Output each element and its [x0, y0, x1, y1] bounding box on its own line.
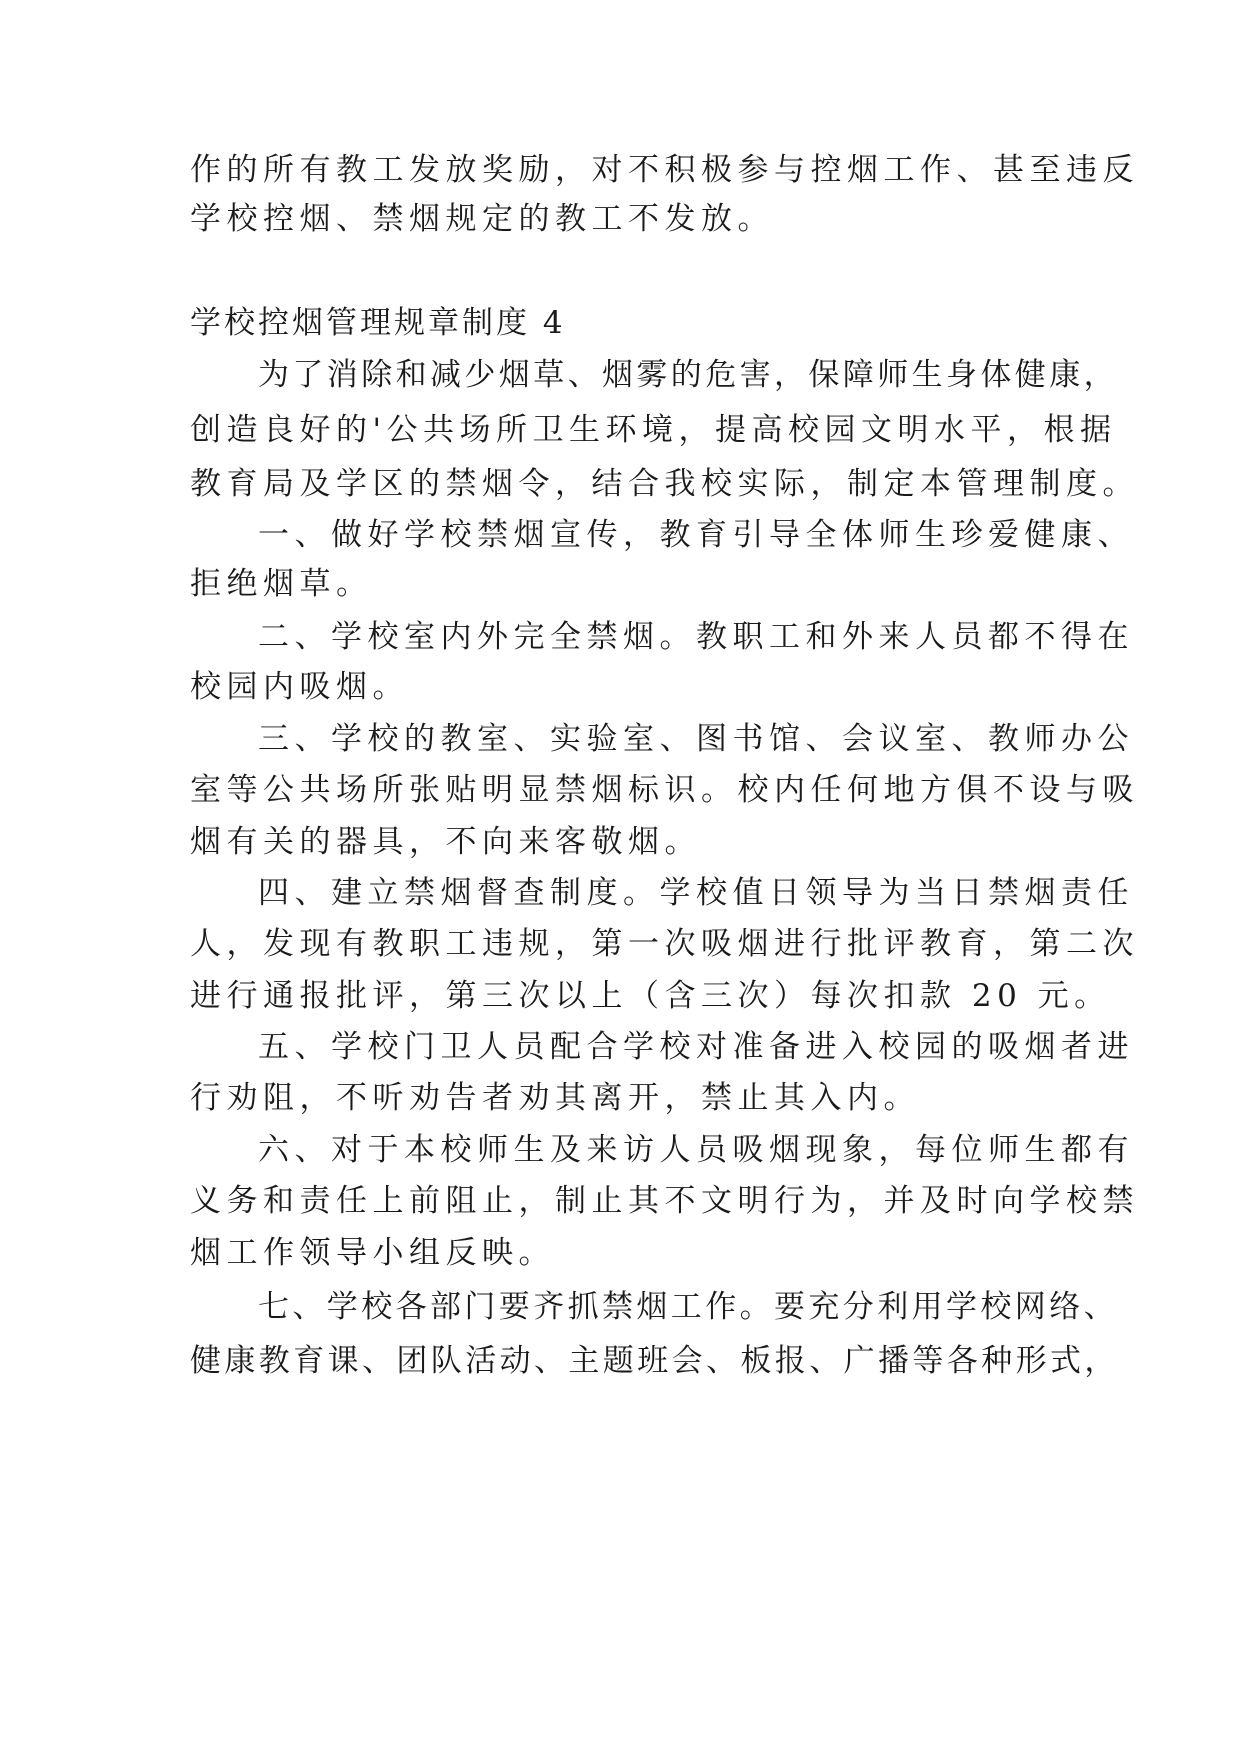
- rule-4-line-2: 人，发现有教职工违规，第一次吸烟进行批评教育，第二次: [190, 926, 1139, 962]
- carryover-line-1: 作的所有教工发放奖励，对不积极参与控烟工作、甚至违反: [190, 152, 1139, 188]
- rule-2-line-1: 二、学校室内外完全禁烟。教职工和外来人员都不得在: [258, 619, 1134, 655]
- rule-3-line-1: 三、学校的教室、实验室、图书馆、会议室、教师办公: [258, 721, 1134, 757]
- rule-1-line-2: 拒绝烟草。: [190, 566, 373, 602]
- carryover-line-2: 学校控烟、禁烟规定的教工不发放。: [190, 201, 774, 237]
- rule-7-line-2: 健康教育课、团队活动、主题班会、板报、广播等各种形式，: [190, 1343, 1119, 1379]
- rule-6-line-3: 烟工作领导小组反映。: [190, 1235, 555, 1271]
- rule-6-line-1: 六、对于本校师生及来访人员吸烟现象，每位师生都有: [258, 1132, 1134, 1168]
- rule-2-line-2: 校园内吸烟。: [190, 669, 409, 705]
- rule-4-line-3: 进行通报批评，第三次以上（含三次）每次扣款 20 元。: [190, 978, 1111, 1014]
- rule-7-line-1: 七、学校各部门要齐抓禁烟工作。要充分利用学校网络、: [258, 1289, 1118, 1325]
- rule-4-line-1: 四、建立禁烟督查制度。学校值日领导为当日禁烟责任: [258, 875, 1134, 911]
- rule-6-line-2: 义务和责任上前阻止，制止其不文明行为，并及时向学校禁: [190, 1183, 1139, 1219]
- rule-5-line-1: 五、学校门卫人员配合学校对准备进入校园的吸烟者进: [258, 1029, 1134, 1065]
- rule-3-line-2: 室等公共场所张贴明显禁烟标识。校内任何地方俱不设与吸: [190, 772, 1139, 808]
- section-title: 学校控烟管理规章制度 4: [190, 305, 566, 341]
- intro-line-1: 为了消除和减少烟草、烟雾的危害，保障师生身体健康，: [258, 357, 1118, 393]
- rule-1-line-1: 一、做好学校禁烟宣传，教育引导全体师生珍爱健康、: [258, 517, 1134, 553]
- rule-5-line-2: 行劝阻，不听劝告者劝其离开，禁止其入内。: [190, 1080, 920, 1116]
- rule-3-line-3: 烟有关的器具，不向来客敬烟。: [190, 824, 701, 860]
- intro-line-2: 创造良好的'公共场所卫生环境，提高校园文明水平，根据: [190, 412, 1117, 448]
- intro-line-3: 教育局及学区的禁烟令，结合我校实际，制定本管理制度。: [190, 466, 1139, 502]
